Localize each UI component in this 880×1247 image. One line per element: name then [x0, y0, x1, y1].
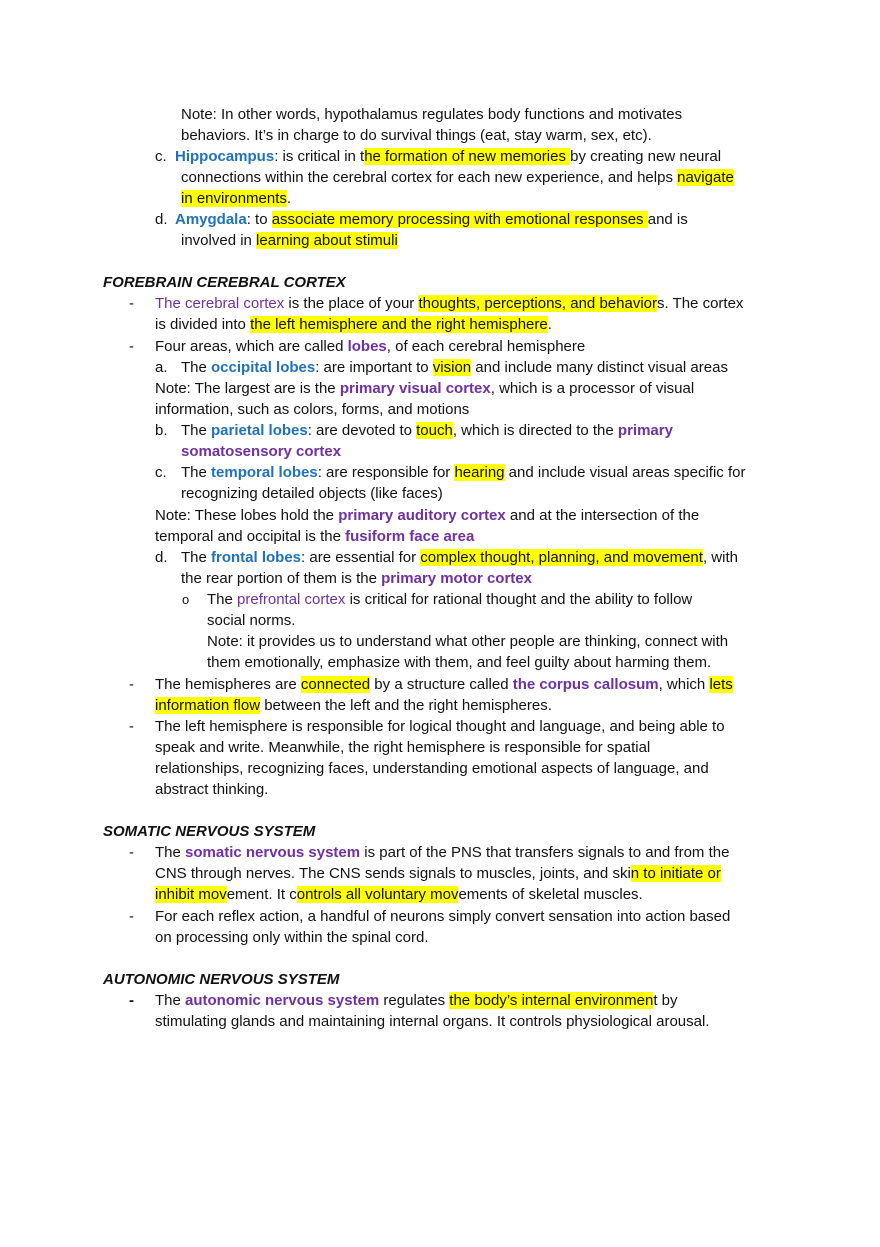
text: . [286, 190, 292, 207]
highlight: he formation of new memories [364, 148, 571, 165]
temporal-line-1 [181, 462, 745, 483]
text: them emotionally, emphasize with them, and feel guilty about harming them. [207, 654, 712, 671]
list-marker: c. [155, 464, 167, 481]
highlight: navigate [677, 169, 734, 186]
prefrontal-note-line-1 [207, 631, 728, 652]
parietal-line-1 [181, 420, 673, 441]
text: CNS through nerves. The CNS sends signals to muscles, joints, and ski [155, 865, 631, 882]
autonomic-line-1 [155, 990, 678, 1011]
occipital-line-1 [181, 357, 728, 378]
temporal-line-2 [181, 483, 443, 504]
term-amygdala: Amygdala [175, 211, 247, 228]
text: between the left and the right hemispheres. [260, 697, 552, 714]
text: temporal and occipital is the [155, 528, 346, 545]
text: , which is directed to the [452, 422, 618, 439]
highlight: inhibit mov [155, 886, 227, 903]
left-right-line-4 [155, 779, 268, 800]
text: is critical for rational thought and the ability to follow [345, 591, 693, 608]
text: is divided into [155, 316, 251, 333]
term-parietal-lobes: parietal lobes [211, 422, 308, 439]
highlight: vision [432, 359, 472, 376]
bullet-dash: - [129, 844, 134, 861]
term-hippocampus: Hippocampus [175, 148, 275, 165]
list-marker-circle: o [182, 592, 190, 607]
term-corpus-callosum: the corpus callosum [512, 676, 659, 693]
list-marker: a. [155, 359, 168, 376]
text: , which [658, 676, 710, 693]
list-marker: c. [155, 148, 167, 165]
bullet-dash: - [129, 295, 134, 312]
text: : is critical in t [274, 148, 365, 165]
text: The left hemisphere is responsible for logical thought and language, and being able to [155, 718, 725, 735]
occipital-note-line-2 [155, 399, 469, 420]
text: The [181, 359, 212, 376]
left-right-line-2 [155, 737, 650, 758]
hemispheres-line-1 [155, 674, 733, 695]
autonomic-line-2 [155, 1011, 709, 1032]
text: Note: The largest are is the [155, 380, 340, 397]
text: Note: These lobes hold the [155, 507, 339, 524]
term-primary: primary [617, 422, 673, 439]
term-somatosensory-cortex: somatosensory cortex [181, 443, 342, 460]
highlight: complex thought, planning, and movement [420, 549, 703, 566]
text: recognizing detailed objects (like faces) [181, 485, 443, 502]
term-occipital-lobes: occipital lobes [211, 359, 316, 376]
term-prefrontal-cortex: prefrontal cortex [237, 591, 346, 608]
text: : are responsible for [317, 464, 455, 481]
hypothalamus-note-line-2 [181, 125, 652, 146]
text: For each reflex action, a handful of neurons simply convert sensation into action based [155, 908, 731, 925]
cortex-line-1 [155, 293, 743, 314]
text: and is [647, 211, 688, 228]
text: by creating new neural [570, 148, 722, 165]
highlight: associate memory processing with emotional responses [271, 211, 648, 228]
list-marker: b. [155, 422, 168, 439]
somatic-line-3 [155, 884, 643, 905]
reflex-line-2 [155, 927, 429, 948]
amygdala-line-2 [181, 230, 398, 251]
highlight: ontrols all voluntary mov [296, 886, 459, 903]
four-areas-line [155, 336, 585, 357]
text: relationships, recognizing faces, understanding emotional aspects of language, and [155, 760, 709, 777]
text: and include visual areas specific for [504, 464, 746, 481]
text: s. The cortex [656, 295, 744, 312]
term-primary-auditory-cortex: primary auditory cortex [338, 507, 506, 524]
amygdala-line-1 [175, 209, 688, 230]
text: , which is a processor of visual [490, 380, 695, 397]
text: is the place of your [284, 295, 419, 312]
text: : are devoted to [307, 422, 417, 439]
list-marker: d. [155, 549, 168, 566]
text: The hemispheres are [155, 676, 301, 693]
highlight: in environments [181, 190, 287, 207]
text: , with [702, 549, 738, 566]
temporal-note-line-2 [155, 526, 474, 547]
text: : to [246, 211, 272, 228]
text: speak and write. Meanwhile, the right hemisphere is responsible for spatial [155, 739, 651, 756]
text: the rear portion of them is the [181, 570, 382, 587]
text: by a structure called [370, 676, 513, 693]
text: The [155, 844, 186, 861]
text: Note: In other words, hypothalamus regulates body functions and motivates [181, 106, 683, 123]
hypothalamus-note-line-1 [181, 104, 682, 125]
parietal-line-2 [181, 441, 341, 462]
hemispheres-line-2 [155, 695, 552, 716]
text: The [155, 992, 186, 1009]
bullet-dash: - [129, 992, 134, 1009]
highlight: thoughts, perceptions, and behavior [418, 295, 657, 312]
prefrontal-note-line-2 [207, 652, 711, 673]
highlight: touch [416, 422, 453, 439]
frontal-line-2 [181, 568, 532, 589]
prefrontal-line-2 [207, 610, 295, 631]
occipital-note-line-1 [155, 378, 694, 399]
prefrontal-line-1 [207, 589, 692, 610]
text: behaviors. It’s in charge to do survival things (eat, stay warm, sex, etc). [181, 127, 652, 144]
section-heading-forebrain: FOREBRAIN CEREBRAL CORTEX [103, 274, 346, 291]
somatic-line-2 [155, 863, 721, 884]
section-heading-somatic: SOMATIC NERVOUS SYSTEM [103, 823, 316, 840]
bullet-dash: - [129, 718, 134, 735]
text: stimulating glands and maintaining internal organs. It controls physiological arousal. [155, 1013, 710, 1030]
text: Note: it provides us to understand what other people are thinking, connect with [207, 633, 729, 650]
term-temporal-lobes: temporal lobes [211, 464, 318, 481]
text: on processing only within the spinal cord. [155, 929, 429, 946]
text: and include many distinct visual areas [471, 359, 728, 376]
highlight: hearing [454, 464, 505, 481]
bullet-dash: - [129, 338, 134, 355]
text: , of each cerebral hemisphere [386, 338, 586, 355]
highlight: lets [709, 676, 733, 693]
text: The [181, 422, 212, 439]
text: ement. It c [226, 886, 297, 903]
text: The [181, 464, 212, 481]
hippocampus-line-2 [181, 167, 734, 188]
text: The [181, 549, 212, 566]
text: t by [653, 992, 678, 1009]
text: abstract thinking. [155, 781, 269, 798]
highlight: n to initiate or [630, 865, 721, 882]
text: . [547, 316, 552, 333]
text: ements of skeletal muscles. [458, 886, 643, 903]
bullet-dash: - [129, 676, 134, 693]
text: regulates [379, 992, 450, 1009]
highlight: information flow [155, 697, 261, 714]
text: is part of the PNS that transfers signals to and from the [360, 844, 730, 861]
text: information, such as colors, forms, and motions [155, 401, 470, 418]
hippocampus-line-3 [181, 188, 291, 209]
term-cerebral-cortex: The cerebral cortex [155, 295, 285, 312]
highlight: connected [300, 676, 371, 693]
reflex-line-1 [155, 906, 730, 927]
highlight: the left hemisphere and the right hemisphere [250, 316, 548, 333]
left-right-line-1 [155, 716, 725, 737]
hippocampus-line-1 [175, 146, 721, 167]
highlight: learning about stimuli [256, 232, 398, 249]
term-lobes: lobes [347, 338, 387, 355]
term-somatic-nervous-system: somatic nervous system [185, 844, 361, 861]
list-marker: d. [155, 211, 168, 228]
text: The [207, 591, 238, 608]
cortex-line-2 [155, 314, 552, 335]
text: involved in [181, 232, 257, 249]
term-frontal-lobes: frontal lobes [211, 549, 302, 566]
text: : are important to [315, 359, 433, 376]
text: : are essential for [301, 549, 421, 566]
term-autonomic-nervous-system: autonomic nervous system [185, 992, 380, 1009]
text: social norms. [207, 612, 296, 629]
somatic-line-1 [155, 842, 729, 863]
left-right-line-3 [155, 758, 709, 779]
bullet-dash: - [129, 908, 134, 925]
term-primary-motor-cortex: primary motor cortex [381, 570, 532, 587]
term-primary-visual-cortex: primary visual cortex [339, 380, 491, 397]
text: Four areas, which are called [155, 338, 348, 355]
section-heading-autonomic: AUTONOMIC NERVOUS SYSTEM [103, 971, 340, 988]
highlight: the body’s internal environmen [449, 992, 654, 1009]
text: connections within the cerebral cortex for each new experience, and helps [181, 169, 678, 186]
temporal-note-line-1 [155, 505, 699, 526]
term-fusiform-face-area: fusiform face area [345, 528, 475, 545]
text: and at the intersection of the [505, 507, 700, 524]
frontal-line-1 [181, 547, 738, 568]
